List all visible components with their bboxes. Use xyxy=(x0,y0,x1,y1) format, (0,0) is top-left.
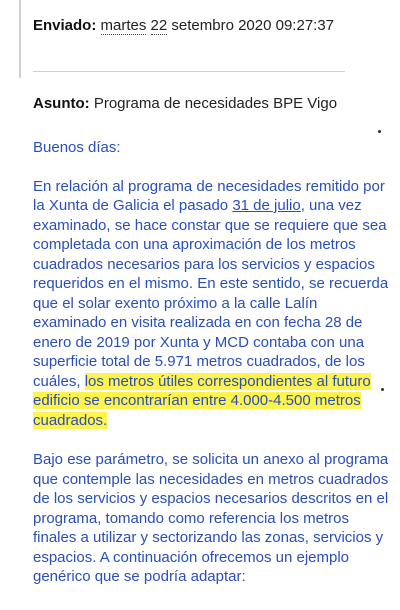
header-divider xyxy=(33,71,345,72)
sent-label: Enviado: xyxy=(33,17,97,34)
highlighted-text: los metros útiles correspondientes al futuro edificio se encontrarían entre 4.000-4.500 metros cuadrados. xyxy=(33,372,371,429)
paragraph-1-start: En relación al programa de necesidades remitido por la Xunta de Galicia el pasado xyxy=(33,177,385,214)
paragraph-1 xyxy=(33,177,393,431)
email-body xyxy=(33,138,393,587)
quote-left-rule xyxy=(19,0,21,78)
greeting: Buenos días: xyxy=(33,139,121,156)
paragraph-2: Bajo ese parámetro, se solicita un anexo al programa que contemple las necesidades en metros cuadrados de los servicios y espacios necesarios descritos en el programa, tomando como referencia los metros finales a utilizar y sectorizando las zonas, servicios y espacios. A continuación ofrecemos un ejemplo genérico que se podría adaptar: xyxy=(33,451,389,585)
paragraph-1-middle: , una vez examinado, se hace constar que se requiere que sea completada con una aproximación de los metros cuadrados necesarios para los servicios y espacios requeridos en el mismo. En este sentido, se recuerda que el solar exento próximo a la calle Lalín examinado en visita realizada en con fecha 28 de enero de 2019 por Xunta y MCD contaba con una superficie total de 5.971 metros cuadrados, de los cuáles, xyxy=(33,197,389,390)
sent-date-rest: setembro 2020 09:27:37 xyxy=(171,17,335,34)
sent-header xyxy=(33,17,334,34)
stray-dot-mark xyxy=(378,130,381,133)
subject-header xyxy=(33,95,337,112)
subject-value: Programa de necesidades BPE Vigo xyxy=(93,95,338,112)
sent-day-name: martes xyxy=(100,17,147,34)
subject-label: Asunto: xyxy=(33,95,90,112)
sent-day: 22 xyxy=(150,17,168,34)
date-link[interactable]: 31 de julio xyxy=(232,197,301,214)
